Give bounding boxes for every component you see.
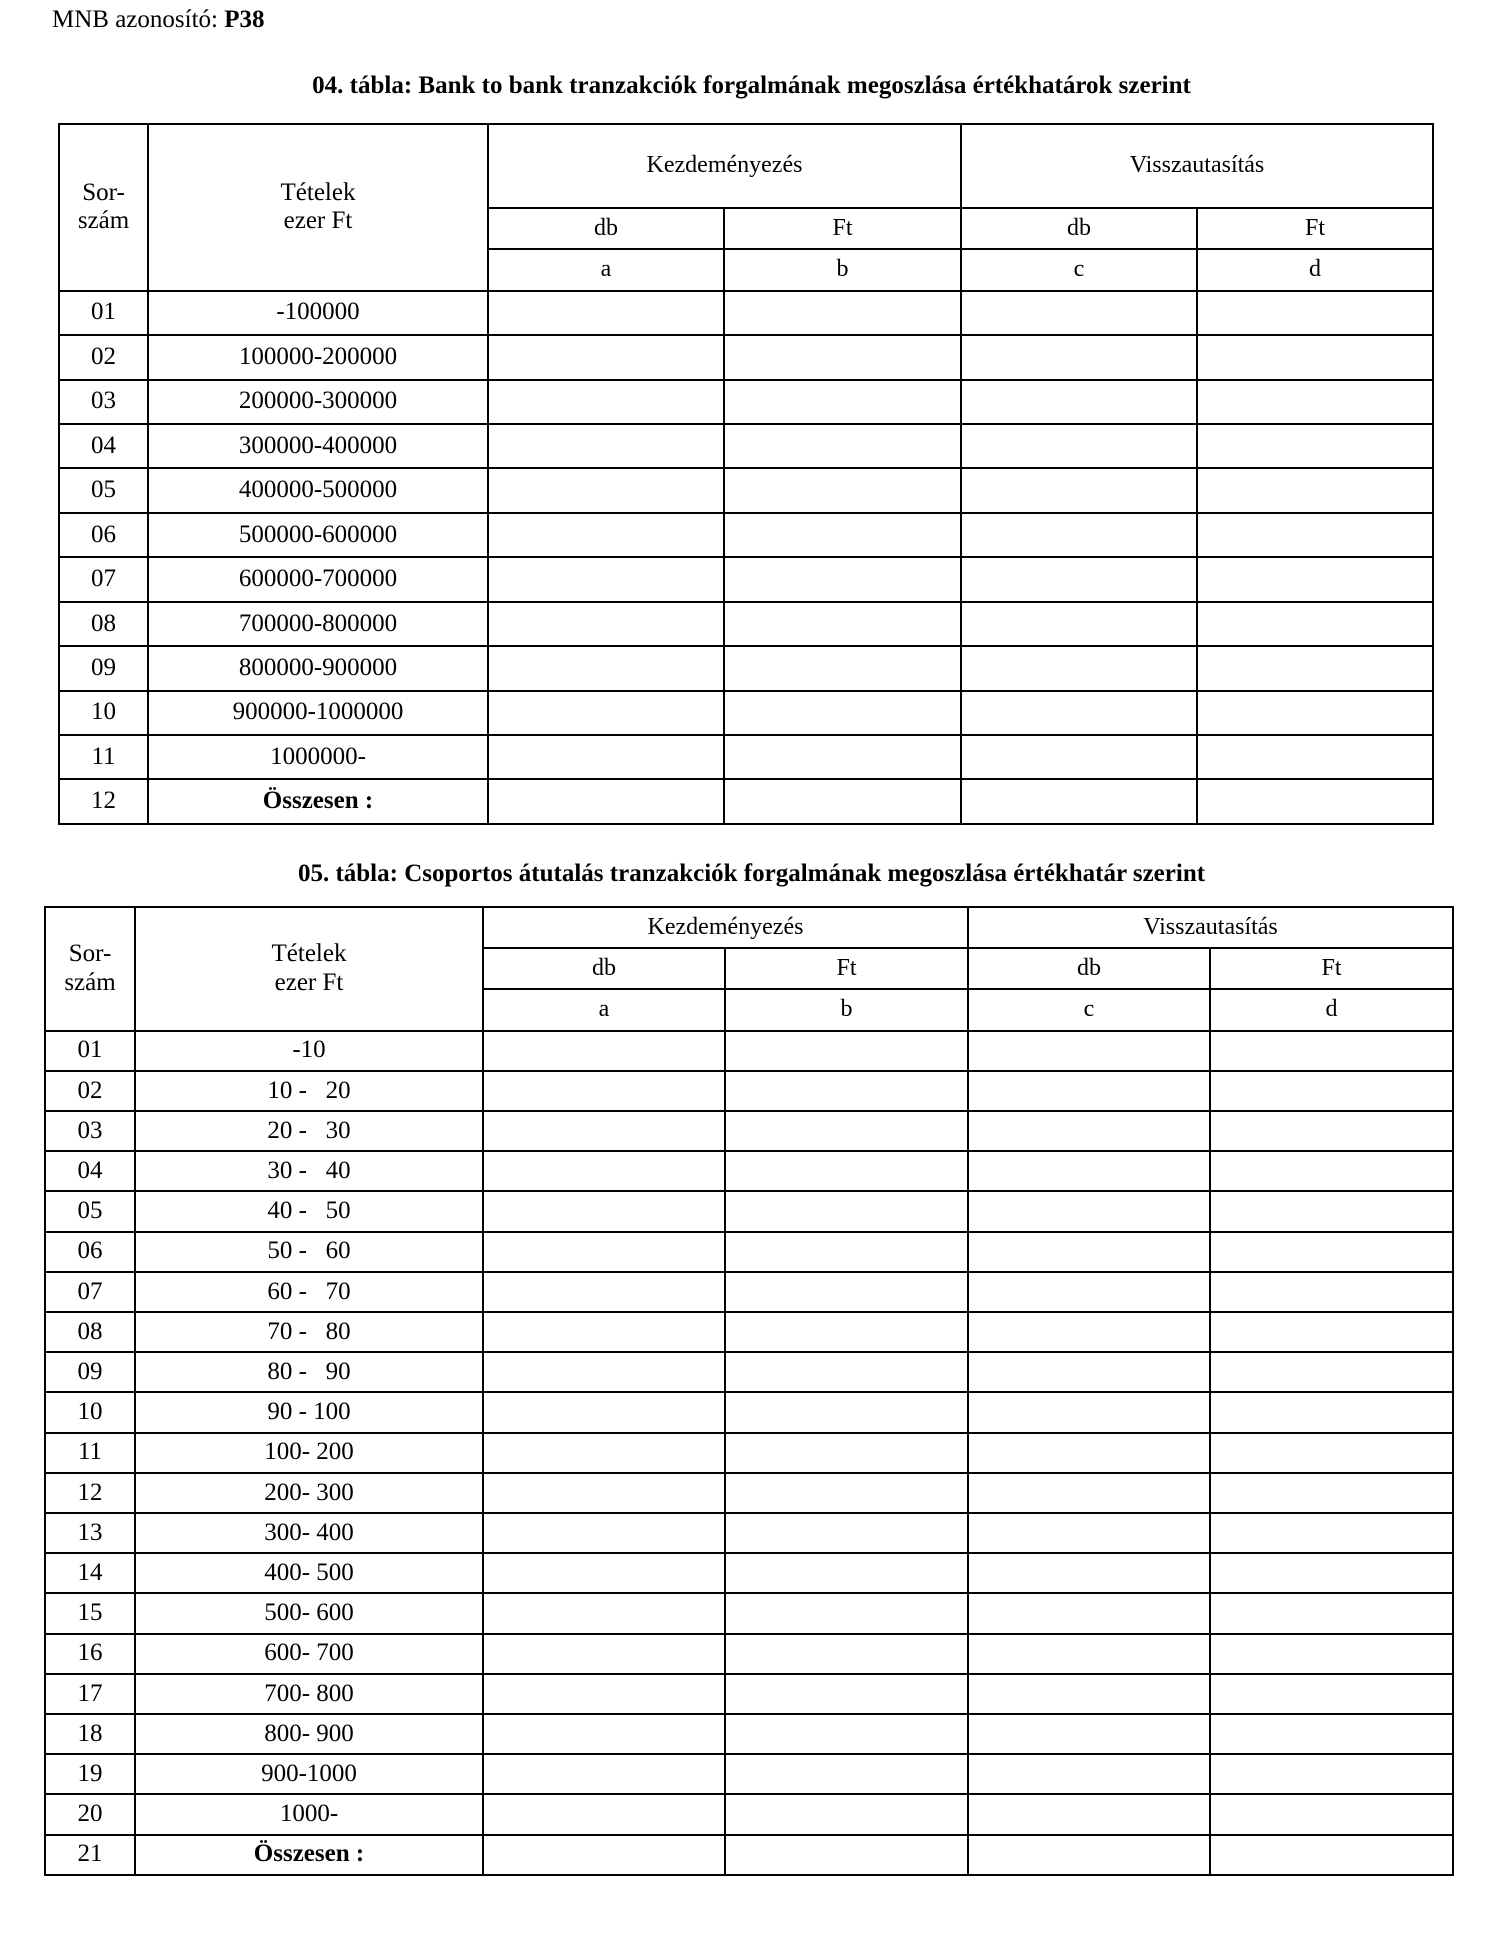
value-range: 500000-600000	[148, 513, 488, 557]
kezdemenyezes-ft-cell[interactable]	[725, 1433, 968, 1473]
visszautasitas-db-cell[interactable]	[961, 735, 1197, 779]
visszautasitas-db-cell[interactable]	[968, 1634, 1210, 1674]
kezdemenyezes-db-cell[interactable]	[483, 1593, 725, 1633]
visszautasitas-db-cell[interactable]	[968, 1754, 1210, 1794]
visszautasitas-db-cell[interactable]	[968, 1031, 1210, 1071]
sorszam-header: Sor- szám	[45, 907, 135, 1031]
value-range: 400000-500000	[148, 468, 488, 512]
kezdemenyezes-ft-cell[interactable]	[724, 602, 961, 646]
row-number: 08	[45, 1312, 135, 1352]
table2-title: 05. tábla: Csoportos átutalás tranzakciók forgalmának megoszlása értékhatár szerint	[297, 860, 1206, 887]
value-range: 20 - 30	[135, 1111, 483, 1151]
row-number: 10	[59, 691, 148, 735]
subheader-db: db	[488, 208, 724, 249]
kezdemenyezes-ft-cell[interactable]	[725, 1031, 968, 1071]
visszautasitas-ft-cell[interactable]	[1197, 779, 1433, 824]
visszautasitas-ft-cell[interactable]	[1210, 1674, 1453, 1714]
value-range: 100- 200	[135, 1433, 483, 1473]
kezdemenyezes-db-cell[interactable]	[488, 691, 724, 735]
mnb-identifier-code: P38	[224, 6, 265, 33]
value-range: 800000-900000	[148, 646, 488, 690]
table-row	[45, 1191, 1453, 1231]
row-number: 13	[45, 1513, 135, 1553]
visszautasitas-ft-cell[interactable]	[1197, 646, 1433, 690]
subheader-db: db	[968, 948, 1210, 989]
visszautasitas-db-cell[interactable]	[968, 1232, 1210, 1272]
table-05	[44, 906, 1454, 1876]
visszautasitas-db-cell[interactable]	[968, 1674, 1210, 1714]
kezdemenyezes-db-cell[interactable]	[483, 1835, 725, 1875]
row-number: 12	[59, 779, 148, 824]
row-number: 06	[45, 1232, 135, 1272]
kezdemenyezes-db-cell[interactable]	[483, 1071, 725, 1111]
kezdemenyezes-ft-cell[interactable]	[724, 335, 961, 379]
kezdemenyezes-db-cell[interactable]	[483, 1031, 725, 1071]
tetelek-header: Tételek ezer Ft	[135, 907, 483, 1031]
visszautasitas-db-cell[interactable]	[961, 380, 1197, 424]
column-letter: d	[1210, 989, 1453, 1030]
visszautasitas-ft-cell[interactable]	[1210, 1191, 1453, 1231]
kezdemenyezes-ft-cell[interactable]	[725, 1714, 968, 1754]
value-range: 300- 400	[135, 1513, 483, 1553]
visszautasitas-ft-cell[interactable]	[1210, 1714, 1453, 1754]
table-row	[45, 1031, 1453, 1071]
visszautasitas-db-cell[interactable]	[968, 1714, 1210, 1754]
kezdemenyezes-db-cell[interactable]	[488, 735, 724, 779]
value-range: 70 - 80	[135, 1312, 483, 1352]
visszautasitas-db-cell[interactable]	[968, 1473, 1210, 1513]
table-row	[59, 602, 1433, 646]
table-row	[45, 1835, 1453, 1875]
value-range: 50 - 60	[135, 1232, 483, 1272]
row-number: 04	[59, 424, 148, 468]
kezdemenyezes-db-cell[interactable]	[483, 1191, 725, 1231]
visszautasitas-ft-cell[interactable]	[1210, 1754, 1453, 1794]
row-number: 14	[45, 1553, 135, 1593]
visszautasitas-db-cell[interactable]	[968, 1553, 1210, 1593]
visszautasitas-ft-cell[interactable]	[1210, 1232, 1453, 1272]
table1-title: 04. tábla: Bank to bank tranzakciók forgalmának megoszlása értékhatárok szerint	[312, 72, 1191, 99]
visszautasitas-ft-cell[interactable]	[1197, 335, 1433, 379]
kezdemenyezes-db-cell[interactable]	[483, 1473, 725, 1513]
value-range: 30 - 40	[135, 1151, 483, 1191]
table-row	[59, 513, 1433, 557]
kezdemenyezes-db-cell[interactable]	[488, 779, 724, 824]
subheader-ft: Ft	[1210, 948, 1453, 989]
mnb-identifier	[52, 6, 265, 34]
column-letter: c	[968, 989, 1210, 1030]
kezdemenyezes-db-cell[interactable]	[483, 1634, 725, 1674]
table-row	[45, 1513, 1453, 1553]
kezdemenyezes-ft-cell[interactable]	[725, 1312, 968, 1352]
visszautasitas-db-cell[interactable]	[961, 779, 1197, 824]
table-row	[59, 735, 1433, 779]
value-range: 900000-1000000	[148, 691, 488, 735]
visszautasitas-ft-cell[interactable]	[1197, 557, 1433, 601]
kezdemenyezes-db-cell[interactable]	[483, 1433, 725, 1473]
value-range: 80 - 90	[135, 1352, 483, 1392]
kezdemenyezes-ft-cell[interactable]	[725, 1513, 968, 1553]
kezdemenyezes-ft-cell[interactable]	[724, 291, 961, 335]
visszautasitas-db-cell[interactable]	[968, 1352, 1210, 1392]
row-number: 01	[45, 1031, 135, 1071]
visszautasitas-ft-cell[interactable]	[1210, 1392, 1453, 1432]
visszautasitas-db-cell[interactable]	[961, 691, 1197, 735]
visszautasitas-db-cell[interactable]	[968, 1433, 1210, 1473]
column-letter: a	[483, 989, 725, 1030]
table-row	[45, 1634, 1453, 1674]
kezdemenyezes-ft-cell[interactable]	[725, 1634, 968, 1674]
visszautasitas-ft-cell[interactable]	[1210, 1473, 1453, 1513]
visszautasitas-db-cell[interactable]	[968, 1191, 1210, 1231]
kezdemenyezes-ft-cell[interactable]	[724, 735, 961, 779]
kezdemenyezes-db-cell[interactable]	[488, 602, 724, 646]
value-range: 400- 500	[135, 1553, 483, 1593]
visszautasitas-db-cell[interactable]	[968, 1272, 1210, 1312]
column-letter: b	[724, 249, 961, 290]
value-range: 1000-	[135, 1794, 483, 1834]
visszautasitas-db-cell[interactable]	[968, 1392, 1210, 1432]
visszautasitas-db-cell[interactable]	[968, 1794, 1210, 1834]
visszautasitas-db-cell[interactable]	[968, 1513, 1210, 1553]
visszautasitas-ft-cell[interactable]	[1197, 691, 1433, 735]
mnb-identifier-label: MNB azonosító:	[52, 6, 218, 33]
column-letter: d	[1197, 249, 1433, 290]
kezdemenyezes-ft-cell[interactable]	[724, 646, 961, 690]
value-range: 600- 700	[135, 1634, 483, 1674]
kezdemenyezes-db-cell[interactable]	[483, 1111, 725, 1151]
visszautasitas-ft-cell[interactable]	[1210, 1513, 1453, 1553]
visszautasitas-ft-cell[interactable]	[1210, 1272, 1453, 1312]
visszautasitas-header: Visszautasítás	[961, 124, 1433, 208]
row-number: 17	[45, 1674, 135, 1714]
kezdemenyezes-db-cell[interactable]	[483, 1553, 725, 1593]
table-row	[59, 557, 1433, 601]
table-row	[45, 1111, 1453, 1151]
visszautasitas-db-cell[interactable]	[961, 424, 1197, 468]
visszautasitas-db-cell[interactable]	[961, 468, 1197, 512]
value-range: 600000-700000	[148, 557, 488, 601]
kezdemenyezes-db-cell[interactable]	[483, 1151, 725, 1191]
visszautasitas-ft-cell[interactable]	[1210, 1794, 1453, 1834]
kezdemenyezes-header: Kezdeményezés	[483, 907, 968, 948]
row-number: 08	[59, 602, 148, 646]
visszautasitas-ft-cell[interactable]	[1197, 380, 1433, 424]
table-row	[45, 1473, 1453, 1513]
visszautasitas-ft-cell[interactable]	[1210, 1111, 1453, 1151]
row-number: 09	[59, 646, 148, 690]
table-row	[45, 1593, 1453, 1633]
row-number: 11	[45, 1433, 135, 1473]
kezdemenyezes-ft-cell[interactable]	[725, 1071, 968, 1111]
visszautasitas-db-cell[interactable]	[968, 1071, 1210, 1111]
table-row	[59, 646, 1433, 690]
value-range: 200- 300	[135, 1473, 483, 1513]
value-range: 200000-300000	[148, 380, 488, 424]
visszautasitas-ft-cell[interactable]	[1197, 735, 1433, 779]
visszautasitas-ft-cell[interactable]	[1210, 1071, 1453, 1111]
value-range: 60 - 70	[135, 1272, 483, 1312]
kezdemenyezes-db-cell[interactable]	[488, 557, 724, 601]
visszautasitas-db-cell[interactable]	[961, 335, 1197, 379]
kezdemenyezes-ft-cell[interactable]	[724, 513, 961, 557]
visszautasitas-ft-cell[interactable]	[1210, 1151, 1453, 1191]
column-letter: c	[961, 249, 1197, 290]
total-label: Összesen :	[148, 779, 488, 824]
table-row	[45, 1392, 1453, 1432]
row-number: 10	[45, 1392, 135, 1432]
kezdemenyezes-db-cell[interactable]	[483, 1754, 725, 1794]
subheader-ft: Ft	[1197, 208, 1433, 249]
column-letter: a	[488, 249, 724, 290]
kezdemenyezes-ft-cell[interactable]	[724, 424, 961, 468]
table-row	[45, 1674, 1453, 1714]
kezdemenyezes-db-cell[interactable]	[483, 1513, 725, 1553]
row-number: 12	[45, 1473, 135, 1513]
value-range: 900-1000	[135, 1754, 483, 1794]
sorszam-header: Sor- szám	[59, 124, 148, 291]
value-range: 10 - 20	[135, 1071, 483, 1111]
row-number: 02	[59, 335, 148, 379]
kezdemenyezes-ft-cell[interactable]	[725, 1553, 968, 1593]
subheader-db: db	[961, 208, 1197, 249]
row-number: 05	[45, 1191, 135, 1231]
kezdemenyezes-ft-cell[interactable]	[725, 1593, 968, 1633]
row-number: 01	[59, 291, 148, 335]
kezdemenyezes-ft-cell[interactable]	[724, 691, 961, 735]
table-04	[58, 123, 1434, 825]
kezdemenyezes-db-cell[interactable]	[483, 1392, 725, 1432]
kezdemenyezes-ft-cell[interactable]	[725, 1232, 968, 1272]
table-row	[59, 468, 1433, 512]
visszautasitas-ft-cell[interactable]	[1197, 291, 1433, 335]
kezdemenyezes-header: Kezdeményezés	[488, 124, 961, 208]
visszautasitas-db-cell[interactable]	[961, 513, 1197, 557]
table-row	[59, 779, 1433, 824]
visszautasitas-ft-cell[interactable]	[1210, 1553, 1453, 1593]
value-range: 700000-800000	[148, 602, 488, 646]
kezdemenyezes-db-cell[interactable]	[488, 380, 724, 424]
kezdemenyezes-db-cell[interactable]	[483, 1714, 725, 1754]
kezdemenyezes-ft-cell[interactable]	[725, 1392, 968, 1432]
row-number: 19	[45, 1754, 135, 1794]
kezdemenyezes-db-cell[interactable]	[488, 335, 724, 379]
visszautasitas-ft-cell[interactable]	[1210, 1593, 1453, 1633]
visszautasitas-header: Visszautasítás	[968, 907, 1453, 948]
kezdemenyezes-ft-cell[interactable]	[725, 1272, 968, 1312]
kezdemenyezes-db-cell[interactable]	[483, 1232, 725, 1272]
row-number: 02	[45, 1071, 135, 1111]
row-number: 21	[45, 1835, 135, 1875]
table-row	[45, 1312, 1453, 1352]
row-number: 07	[45, 1272, 135, 1312]
subheader-ft: Ft	[725, 948, 968, 989]
row-number: 11	[59, 735, 148, 779]
visszautasitas-ft-cell[interactable]	[1197, 602, 1433, 646]
kezdemenyezes-db-cell[interactable]	[488, 646, 724, 690]
tetelek-header: Tételek ezer Ft	[148, 124, 488, 291]
row-number: 07	[59, 557, 148, 601]
visszautasitas-db-cell[interactable]	[968, 1835, 1210, 1875]
value-range: -100000	[148, 291, 488, 335]
visszautasitas-ft-cell[interactable]	[1197, 513, 1433, 557]
table-row	[59, 424, 1433, 468]
visszautasitas-db-cell[interactable]	[961, 557, 1197, 601]
table-row	[45, 1071, 1453, 1111]
table-row	[45, 1794, 1453, 1834]
kezdemenyezes-db-cell[interactable]	[483, 1794, 725, 1834]
row-number: 09	[45, 1352, 135, 1392]
total-label: Összesen :	[135, 1835, 483, 1875]
kezdemenyezes-ft-cell[interactable]	[725, 1794, 968, 1834]
subheader-ft: Ft	[724, 208, 961, 249]
visszautasitas-db-cell[interactable]	[968, 1312, 1210, 1352]
kezdemenyezes-db-cell[interactable]	[483, 1674, 725, 1714]
column-letter: b	[725, 989, 968, 1030]
visszautasitas-ft-cell[interactable]	[1210, 1312, 1453, 1352]
visszautasitas-ft-cell[interactable]	[1197, 468, 1433, 512]
kezdemenyezes-db-cell[interactable]	[488, 291, 724, 335]
row-number: 20	[45, 1794, 135, 1834]
table-row	[45, 1151, 1453, 1191]
kezdemenyezes-ft-cell[interactable]	[725, 1352, 968, 1392]
table-row	[45, 1553, 1453, 1593]
table-row	[45, 1433, 1453, 1473]
value-range: 700- 800	[135, 1674, 483, 1714]
row-number: 05	[59, 468, 148, 512]
visszautasitas-db-cell[interactable]	[961, 646, 1197, 690]
visszautasitas-ft-cell[interactable]	[1197, 424, 1433, 468]
table-row	[45, 1272, 1453, 1312]
visszautasitas-db-cell[interactable]	[968, 1111, 1210, 1151]
value-range: 500- 600	[135, 1593, 483, 1633]
row-number: 16	[45, 1634, 135, 1674]
row-number: 04	[45, 1151, 135, 1191]
row-number: 18	[45, 1714, 135, 1754]
row-number: 03	[45, 1111, 135, 1151]
visszautasitas-db-cell[interactable]	[961, 291, 1197, 335]
kezdemenyezes-ft-cell[interactable]	[725, 1674, 968, 1714]
kezdemenyezes-db-cell[interactable]	[483, 1272, 725, 1312]
visszautasitas-db-cell[interactable]	[961, 602, 1197, 646]
table-row	[59, 291, 1433, 335]
value-range: -10	[135, 1031, 483, 1071]
kezdemenyezes-ft-cell[interactable]	[724, 380, 961, 424]
visszautasitas-db-cell[interactable]	[968, 1151, 1210, 1191]
value-range: 800- 900	[135, 1714, 483, 1754]
table-row	[59, 335, 1433, 379]
visszautasitas-ft-cell[interactable]	[1210, 1835, 1453, 1875]
kezdemenyezes-ft-cell[interactable]	[725, 1835, 968, 1875]
kezdemenyezes-db-cell[interactable]	[488, 424, 724, 468]
visszautasitas-ft-cell[interactable]	[1210, 1352, 1453, 1392]
kezdemenyezes-db-cell[interactable]	[488, 513, 724, 557]
kezdemenyezes-ft-cell[interactable]	[724, 557, 961, 601]
table-row	[45, 1352, 1453, 1392]
value-range: 1000000-	[148, 735, 488, 779]
kezdemenyezes-db-cell[interactable]	[483, 1352, 725, 1392]
kezdemenyezes-ft-cell[interactable]	[724, 779, 961, 824]
value-range: 100000-200000	[148, 335, 488, 379]
kezdemenyezes-ft-cell[interactable]	[725, 1151, 968, 1191]
row-number: 15	[45, 1593, 135, 1633]
kezdemenyezes-db-cell[interactable]	[488, 468, 724, 512]
table-row	[59, 380, 1433, 424]
kezdemenyezes-db-cell[interactable]	[483, 1312, 725, 1352]
value-range: 40 - 50	[135, 1191, 483, 1231]
table-row	[45, 1232, 1453, 1272]
kezdemenyezes-ft-cell[interactable]	[725, 1754, 968, 1794]
kezdemenyezes-ft-cell[interactable]	[725, 1111, 968, 1151]
row-number: 06	[59, 513, 148, 557]
kezdemenyezes-ft-cell[interactable]	[725, 1473, 968, 1513]
visszautasitas-ft-cell[interactable]	[1210, 1433, 1453, 1473]
visszautasitas-ft-cell[interactable]	[1210, 1634, 1453, 1674]
table-row	[59, 691, 1433, 735]
visszautasitas-db-cell[interactable]	[968, 1593, 1210, 1633]
value-range: 300000-400000	[148, 424, 488, 468]
kezdemenyezes-ft-cell[interactable]	[725, 1191, 968, 1231]
table-row	[45, 1714, 1453, 1754]
kezdemenyezes-ft-cell[interactable]	[724, 468, 961, 512]
value-range: 90 - 100	[135, 1392, 483, 1432]
table-row	[45, 1754, 1453, 1794]
subheader-db: db	[483, 948, 725, 989]
row-number: 03	[59, 380, 148, 424]
visszautasitas-ft-cell[interactable]	[1210, 1031, 1453, 1071]
